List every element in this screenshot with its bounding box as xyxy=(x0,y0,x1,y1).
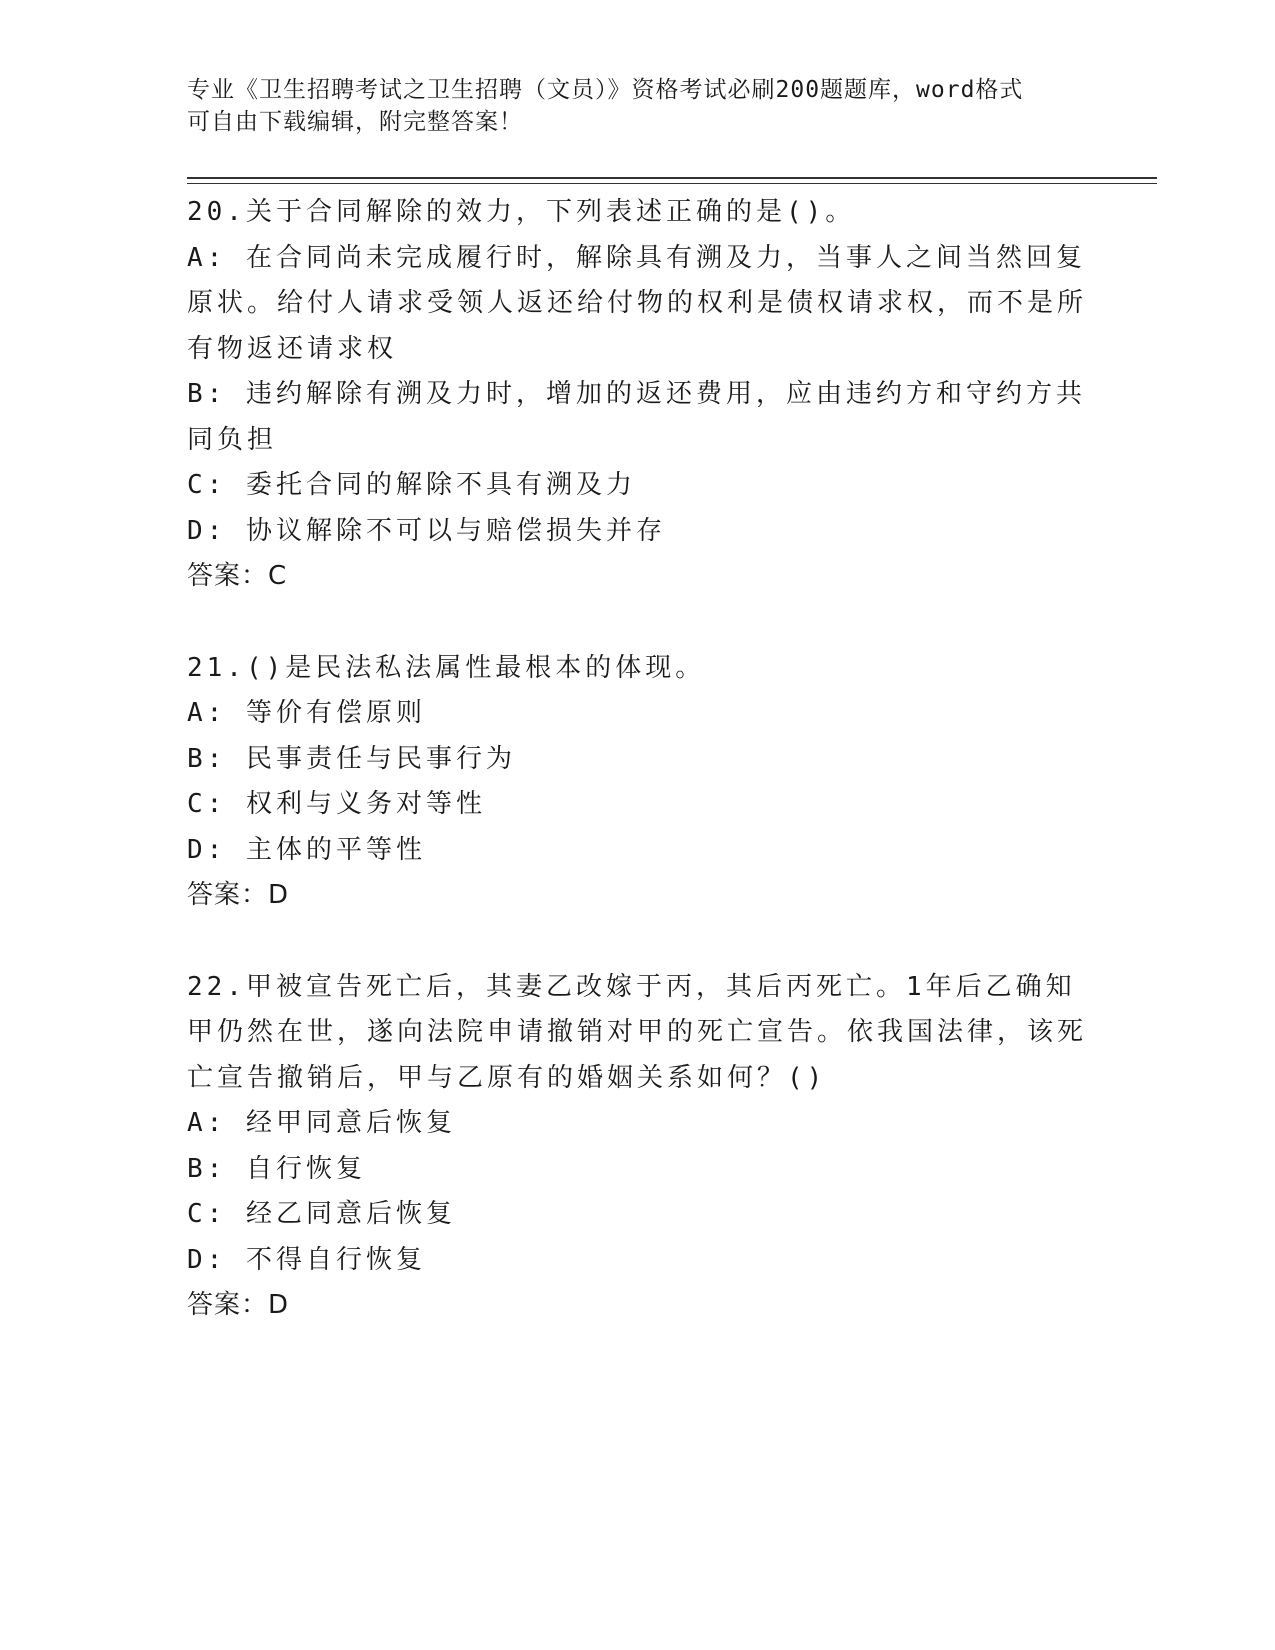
header-line-1: 专业《卫生招聘考试之卫生招聘（文员）》资格考试必刷200题题库，word格式 xyxy=(187,77,1024,103)
question-20 xyxy=(187,190,1087,600)
option-b: B: 民事责任与民事行为 xyxy=(187,743,516,774)
option-a: A: 在合同尚未完成履行时，解除具有溯及力，当事人之间当然回复原状。给付人请求受领人返还给付物的权利是债权请求权，而不是所有物返还请求权 xyxy=(187,242,1088,364)
answer-text: 答案：D xyxy=(187,880,290,910)
option-d: D: 协议解除不可以与赔偿损失并存 xyxy=(187,515,666,546)
option-b: B: 自行恢复 xyxy=(187,1153,366,1184)
question-22 xyxy=(187,965,1087,1329)
question-list xyxy=(187,190,1087,1375)
question-21 xyxy=(187,646,1087,919)
question-stem: 20.关于合同解除的效力，下列表述正确的是()。 xyxy=(187,197,856,227)
header-line-2: 可自由下载编辑，附完整答案！ xyxy=(187,109,523,135)
option-a: A: 经甲同意后恢复 xyxy=(187,1108,456,1138)
option-d: D: 不得自行恢复 xyxy=(187,1244,426,1275)
option-c: C: 经乙同意后恢复 xyxy=(187,1199,456,1229)
header-divider-thick xyxy=(187,177,1157,179)
page-header xyxy=(187,74,1087,138)
option-a: A: 等价有偿原则 xyxy=(187,698,426,728)
header-divider-thin xyxy=(187,183,1157,184)
option-d: D: 主体的平等性 xyxy=(187,834,426,865)
answer-text: 答案：D xyxy=(187,1290,290,1320)
option-b: B: 违约解除有溯及力时，增加的返还费用，应由违约方和守约方共同负担 xyxy=(187,379,1086,455)
option-c: C: 委托合同的解除不具有溯及力 xyxy=(187,470,636,500)
answer-text: 答案：C xyxy=(187,561,288,591)
question-stem: 22.甲被宣告死亡后，其妻乙改嫁于丙，其后丙死亡。1年后乙确知甲仍然在世，遂向法院申请撤销对甲的死亡宣告。依我国法律，该死亡宣告撤销后，甲与乙原有的婚姻关系如何？() xyxy=(187,971,1088,1093)
option-c: C: 权利与义务对等性 xyxy=(187,789,486,819)
question-stem: 21.()是民法私法属性最根本的体现。 xyxy=(187,652,706,683)
